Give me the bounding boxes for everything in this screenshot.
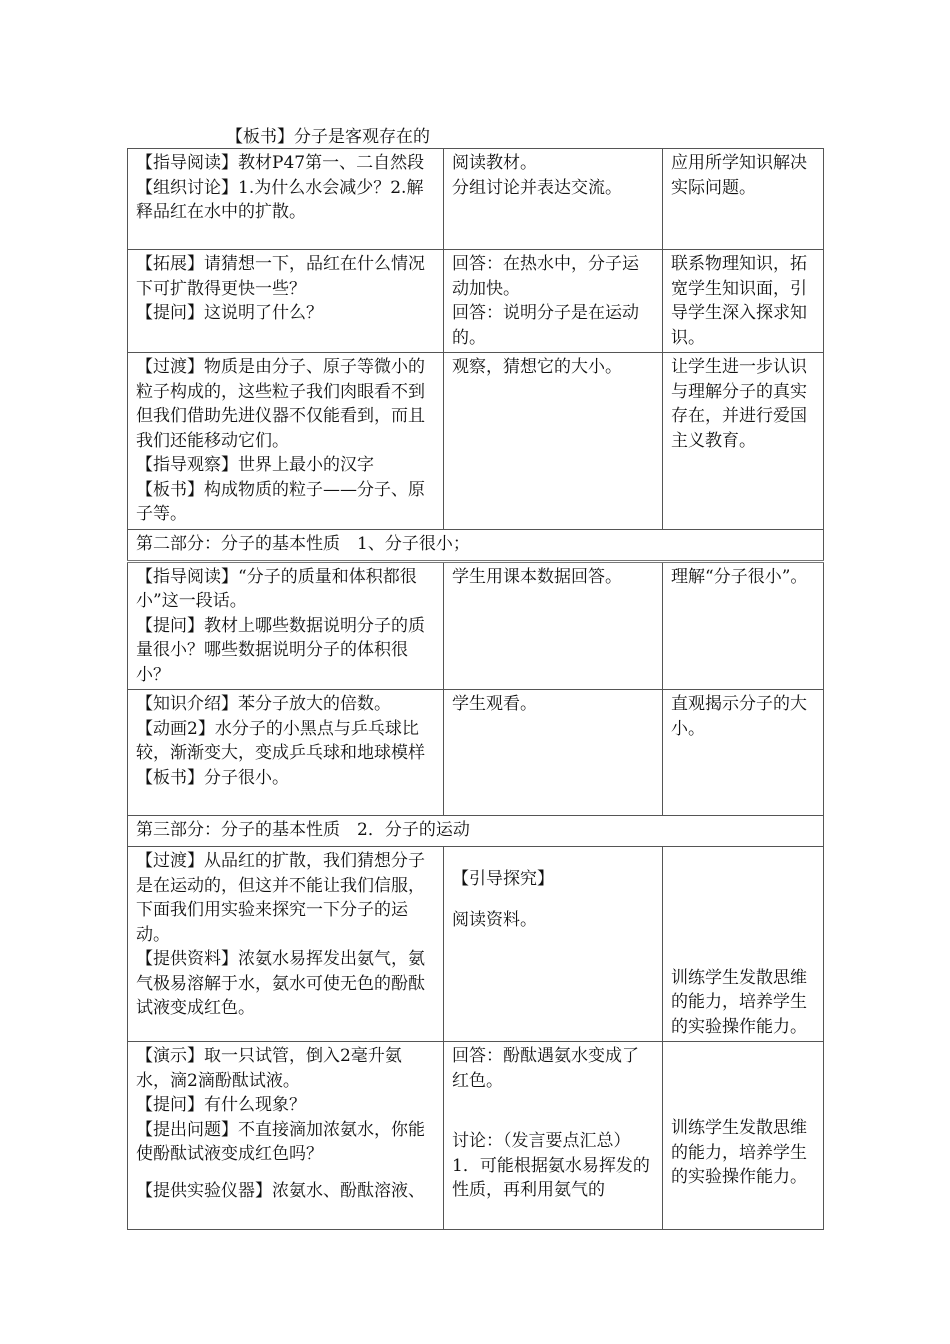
cell-text: 【知识介绍】苯分子放大的倍数。 bbox=[136, 694, 391, 714]
cell-text: 分组讨论并表达交流。 bbox=[452, 177, 622, 198]
design-intent-cell bbox=[663, 847, 824, 1042]
student-activity-cell bbox=[444, 690, 663, 816]
design-intent-cell bbox=[663, 149, 824, 250]
design-intent-cell bbox=[663, 690, 824, 816]
teacher-activity-cell bbox=[128, 353, 444, 530]
table-row bbox=[128, 353, 824, 530]
cell-text: 训练学生发散思维的能力，培养学生的实验操作能力。 bbox=[671, 967, 807, 1037]
cell-text: 训练学生发散思维的能力，培养学生的实验操作能力。 bbox=[671, 1118, 807, 1187]
cell-text: 回答：酚酞遇氨水变成了红色。 bbox=[452, 1046, 639, 1091]
student-activity-cell bbox=[444, 353, 663, 530]
cell-text: 【动画2】水分子的小黑点与乒乓球比较，渐渐变大，变成乒乓球和地球模样 bbox=[136, 718, 425, 763]
cell-text: 学生用课本数据回答。 bbox=[452, 566, 622, 587]
cell-text: 【指导阅读】教材P47第一、二自然段 bbox=[136, 153, 425, 173]
cell-text: 【指导阅读】“分子的质量和体积都很小”这一段话。 bbox=[136, 566, 417, 611]
table-row bbox=[128, 690, 824, 816]
cell-text: 【提出问题】不直接滴加浓氨水，你能使酚酞试液变成红色吗？ bbox=[136, 1119, 425, 1164]
cell-text: 【提问】这说明了什么？ bbox=[136, 303, 323, 323]
teacher-activity-cell bbox=[128, 1042, 444, 1230]
design-intent-cell bbox=[663, 250, 824, 353]
design-intent-cell bbox=[663, 353, 824, 530]
cell-text: 让学生进一步认识与理解分子的真实存在，并进行爱国主义教育。 bbox=[671, 357, 807, 451]
cell-text: 【过渡】从品红的扩散，我们猜想分子是在运动的，但这并不能让我们信服，下面我们用实验来探究一下分子的运动。 bbox=[136, 851, 425, 945]
cell-text: 观察，猜想它的大小。 bbox=[452, 357, 622, 377]
teacher-activity-cell bbox=[128, 847, 444, 1042]
cell-text: 回答：在热水中，分子运动加快。 bbox=[452, 254, 639, 299]
page-heading: 【板书】分子是客观存在的 bbox=[226, 127, 430, 147]
section-header-row bbox=[128, 529, 824, 561]
cell-text: 【提供实验仪器】浓氨水、酚酞溶液、 bbox=[136, 1180, 425, 1201]
cell-text: 【引导探究】 bbox=[452, 869, 554, 889]
cell-text: 阅读教材。 bbox=[452, 153, 537, 173]
cell-text: 【拓展】请猜想一下，品红在什么情况下可扩散得更快一些？ bbox=[136, 254, 425, 299]
cell-text: 1．可能根据氨水易挥发的性质，再利用氨气的 bbox=[452, 1155, 650, 1200]
design-intent-cell bbox=[663, 1042, 824, 1230]
cell-text: 学生观看。 bbox=[452, 694, 537, 714]
section-header-row bbox=[128, 816, 824, 847]
student-activity-cell bbox=[444, 847, 663, 1042]
cell-text: 【提问】有什么现象？ bbox=[136, 1095, 306, 1115]
table-row bbox=[128, 847, 824, 1042]
cell-text: 【提供资料】浓氨水易挥发出氨气，氨气极易溶解于水，氨水可使无色的酚酞试液变成红色。 bbox=[136, 949, 425, 1018]
cell-text: 【演示】取一只试管，倒入2毫升氨水，滴2滴酚酞试液。 bbox=[136, 1046, 402, 1091]
cell-text: 应用所学知识解决实际问题。 bbox=[671, 153, 807, 198]
table-row bbox=[128, 1042, 824, 1230]
student-activity-cell bbox=[444, 1042, 663, 1230]
cell-text: 【板书】构成物质的粒子——分子、原子等。 bbox=[136, 479, 425, 524]
cell-text: 回答：说明分子是在运动的。 bbox=[452, 303, 639, 348]
cell-text: 讨论：（发言要点汇总） bbox=[452, 1131, 631, 1151]
teacher-activity-cell bbox=[128, 149, 444, 250]
cell-text: 【提问】教材上哪些数据说明分子的质量很小？哪些数据说明分子的体积很小？ bbox=[136, 615, 425, 685]
teacher-activity-cell bbox=[128, 690, 444, 816]
cell-text: 理解“分子很小”。 bbox=[671, 566, 808, 587]
table-row bbox=[128, 149, 824, 250]
teacher-activity-cell bbox=[128, 250, 444, 353]
cell-text: 【指导观察】世界上最小的汉字 bbox=[136, 455, 374, 475]
cell-text: 联系物理知识，拓宽学生知识面，引导学生深入探求知识。 bbox=[671, 254, 807, 348]
table-row bbox=[128, 561, 824, 690]
table-row bbox=[128, 250, 824, 353]
teacher-activity-cell bbox=[128, 561, 444, 690]
section-title: 第三部分：分子的基本性质 2．分子的运动 bbox=[128, 816, 824, 847]
student-activity-cell bbox=[444, 561, 663, 690]
student-activity-cell bbox=[444, 250, 663, 353]
cell-text: 【过渡】物质是由分子、原子等微小的粒子构成的，这些粒子我们肉眼看不到但我们借助先进仪器不仅能看到，而且我们还能移动它们。 bbox=[136, 357, 425, 451]
student-activity-cell bbox=[444, 149, 663, 250]
design-intent-cell bbox=[663, 561, 824, 690]
cell-text: 【板书】分子很小。 bbox=[136, 767, 289, 788]
section-title: 第二部分：分子的基本性质 1、分子很小； bbox=[128, 529, 824, 561]
cell-text: 【组织讨论】1.为什么水会减少？2.解释品红在水中的扩散。 bbox=[136, 177, 424, 222]
cell-text: 直观揭示分子的大小。 bbox=[671, 694, 807, 739]
lesson-plan-table bbox=[127, 148, 824, 1230]
cell-text: 阅读资料。 bbox=[452, 909, 537, 930]
